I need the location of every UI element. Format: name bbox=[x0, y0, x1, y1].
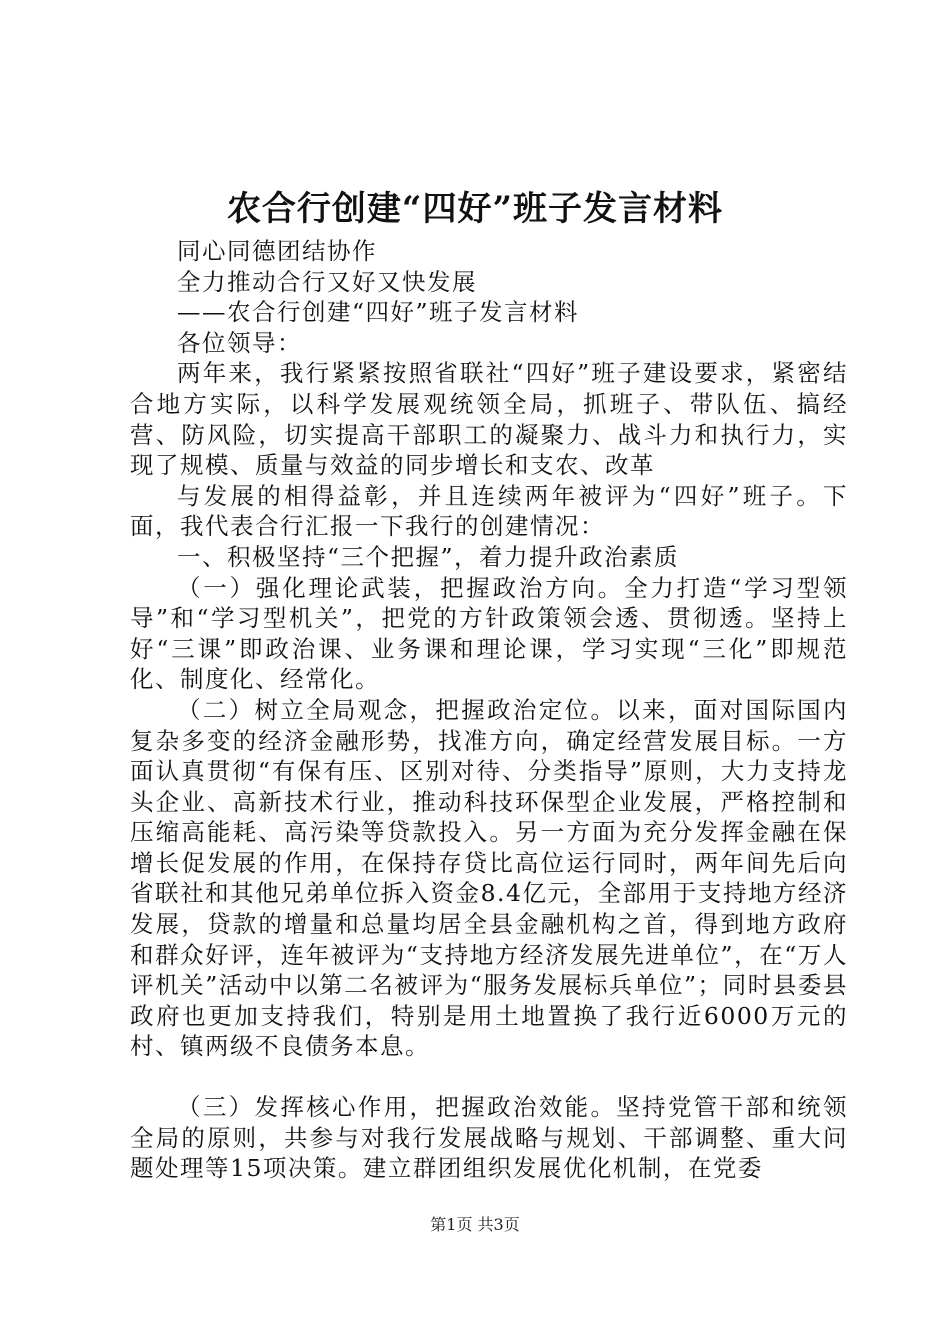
subtitle-line-3: ——农合行创建“四好”班子发言材料 bbox=[177, 298, 580, 327]
paragraph-section-1-1: （一）强化理论武装，把握政治方向。全力打造“学习型领导”和“学习型机关”，把党的方针政策领会透、贯彻透。坚持上好“三课”即政治课、业务课和理论课，学习实现“三化”即规范化、制度化、经常化。 bbox=[130, 573, 848, 694]
document-title: 农合行创建“四好”班子发言材料 bbox=[226, 189, 724, 229]
page-footer: 第1页 共3页 bbox=[430, 1215, 520, 1234]
section-heading-1: 一、积极坚持“三个把握”，着力提升政治素质 bbox=[177, 542, 680, 571]
paragraph-intro: 两年来，我行紧紧按照省联社“四好”班子建设要求，紧密结合地方实际，以科学发展观统领全局，抓班子、带队伍、搞经营、防风险，切实提高干部职工的凝聚力、战斗力和执行力，实现了规模、质量与效益的同步增长和支农、改革 bbox=[130, 359, 848, 480]
subtitle-line-1: 同心同德团结协作 bbox=[177, 237, 377, 265]
subtitle-line-2: 全力推动合行又好又快发展 bbox=[177, 267, 477, 296]
document-body bbox=[130, 236, 848, 1184]
paragraph-section-1-2: （二）树立全局观念，把握政治定位。以来，面对国际国内复杂多变的经济金融形势，找准方向，确定经营发展目标。一方面认真贯彻“有保有压、区别对待、分类指导”原则，大力支持龙头企业、高新技术行业，推动科技环保型企业发展，严格控制和压缩高能耗、高污染等贷款投入。另一方面为充分发挥金融在保增长促发展的作用，在保持存贷比高位运行同时，两年间先后向省联社和其他兄弟单位拆入资金8.4亿元，全部用于支持地方经济发展，贷款的增量和总量均居全县金融机构之首，得到地方政府和群众好评，连年被评为“支持地方经济发展先进单位”，在“万人评机关”活动中以第二名被评为“服务发展标兵单位”；同时县委县政府也更加支持我们，特别是用土地置换了我行近6000万元的村、镇两级不良债务本息。 bbox=[130, 695, 848, 1061]
paragraph-section-1-3: （三）发挥核心作用，把握政治效能。坚持党管干部和统领全局的原则，共参与对我行发展战略与规划、干部调整、重大问题处理等15项决策。建立群团组织发展优化机制，在党委 bbox=[130, 1093, 848, 1183]
paragraph-intro-continued: 与发展的相得益彰，并且连续两年被评为“四好”班子。下面，我代表合行汇报一下我行的创建情况： bbox=[130, 481, 848, 541]
salutation: 各位领导： bbox=[177, 328, 302, 357]
